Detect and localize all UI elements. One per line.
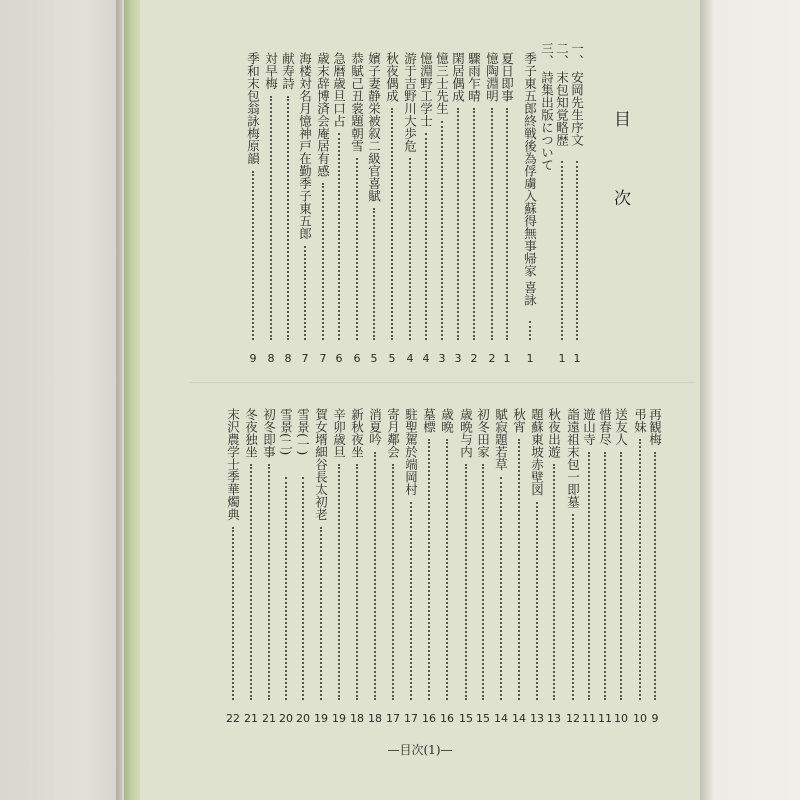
toc-page-number: 7 bbox=[319, 352, 327, 365]
toc-entry-label: 墓標 bbox=[421, 408, 437, 433]
dot-leader bbox=[639, 439, 643, 700]
toc-entry-label: 辛卯歳旦 bbox=[331, 408, 347, 458]
toc-page-number: 20 bbox=[279, 712, 293, 725]
dot-leader bbox=[576, 161, 580, 341]
dot-leader bbox=[457, 108, 461, 340]
toc-page-number: 10 bbox=[633, 712, 647, 725]
toc-entry-label: 送友人 bbox=[613, 408, 629, 446]
toc-entry-label: 対早梅 bbox=[263, 52, 279, 90]
toc-entry-label: 消夏吟 bbox=[367, 408, 383, 446]
page-footer: —目次(1)— bbox=[387, 743, 453, 757]
dot-leader bbox=[391, 108, 395, 340]
toc-page-number: 7 bbox=[301, 352, 309, 365]
dot-leader bbox=[268, 464, 272, 700]
dot-leader bbox=[446, 439, 450, 700]
toc-entry-label: 賀女壻細谷長太初老 bbox=[313, 408, 329, 521]
dot-leader bbox=[392, 464, 396, 700]
toc-page-number: 3 bbox=[438, 352, 446, 365]
toc-entry-label: 憶淵野工学士 bbox=[418, 52, 434, 127]
dot-leader bbox=[374, 452, 378, 701]
dot-leader bbox=[373, 208, 377, 340]
toc-page-number: 5 bbox=[370, 352, 378, 365]
toc-entry-label: 賦寂題若草 bbox=[493, 408, 509, 471]
toc-page-number: 1 bbox=[573, 352, 581, 365]
toc-page-number: 17 bbox=[404, 712, 418, 725]
dot-leader bbox=[322, 183, 326, 340]
toc-entry-label: 初冬即事 bbox=[261, 408, 277, 458]
toc-entry-label: 惜春尽 bbox=[597, 408, 613, 446]
dot-leader bbox=[561, 161, 565, 341]
dot-leader bbox=[287, 96, 291, 341]
toc-page-number: 15 bbox=[476, 712, 490, 725]
toc-entry-label: 末沢農学士季華燭典 bbox=[225, 408, 241, 521]
toc-entry-label: 雪景(一) bbox=[295, 408, 311, 456]
toc-entry-label: 遊山寺 bbox=[581, 408, 597, 446]
dot-leader bbox=[356, 464, 360, 700]
toc-page-number: 15 bbox=[459, 712, 473, 725]
dot-leader bbox=[250, 464, 254, 700]
toc-page-number: 13 bbox=[547, 712, 561, 725]
toc-page-number: 4 bbox=[406, 352, 414, 365]
toc-page-number: 19 bbox=[314, 712, 328, 725]
toc-entry-label: 冬夜独坐 bbox=[243, 408, 259, 458]
section-divider bbox=[190, 382, 695, 383]
dot-leader bbox=[536, 502, 540, 701]
toc-entry-label: 新秋夜坐 bbox=[349, 408, 365, 458]
toc-entry-label: 弔妹 bbox=[632, 408, 648, 433]
toc-entry-label: 歳晩与内 bbox=[458, 408, 474, 458]
toc-page-number: 14 bbox=[494, 712, 508, 725]
toc-page-number: 18 bbox=[350, 712, 364, 725]
toc-entry-label: 閑居偶成 bbox=[450, 52, 466, 102]
toc-page-number: 16 bbox=[422, 712, 436, 725]
toc-entry-label: 初冬田家 bbox=[475, 408, 491, 458]
dot-leader bbox=[482, 464, 486, 700]
toc-entry-label: 憶陶淵明 bbox=[484, 52, 500, 102]
toc-entry-label: 夏日即事 bbox=[499, 52, 515, 102]
dot-leader bbox=[425, 133, 429, 340]
dot-leader bbox=[473, 108, 477, 340]
dot-leader bbox=[604, 452, 608, 701]
dot-leader bbox=[553, 464, 557, 700]
toc-page-number: 6 bbox=[335, 352, 343, 365]
dot-leader bbox=[620, 452, 624, 701]
toc-entry-label: 秋夜出遊 bbox=[546, 408, 562, 458]
toc-entry-label: 雪景(二) bbox=[278, 408, 294, 456]
dot-leader bbox=[518, 439, 522, 700]
toc-page-number: 2 bbox=[470, 352, 478, 365]
toc-entry-label: 季和末包翁詠梅原韻 bbox=[245, 52, 261, 165]
dot-leader bbox=[654, 452, 658, 701]
toc-entry-label: 一、 安岡先生序文 bbox=[569, 42, 585, 146]
dot-leader bbox=[356, 158, 360, 340]
toc-entry-label: 詣遠祖末包一即墓 bbox=[565, 408, 581, 508]
toc-page-number: 16 bbox=[440, 712, 454, 725]
dot-leader bbox=[270, 96, 274, 341]
toc-entry-label: 三、 詩集出版について bbox=[539, 42, 555, 171]
toc-page-number: 11 bbox=[598, 712, 612, 725]
dot-leader bbox=[338, 133, 342, 340]
toc-page-number: 19 bbox=[332, 712, 346, 725]
toc-page-number: 9 bbox=[651, 712, 659, 725]
toc-page-number: 8 bbox=[267, 352, 275, 365]
toc-entry-label: 再観梅 bbox=[647, 408, 663, 446]
toc-page-number: 6 bbox=[353, 352, 361, 365]
toc-page-number: 17 bbox=[386, 712, 400, 725]
dot-leader bbox=[428, 439, 432, 700]
toc-entry-label: 寄月鄰会 bbox=[385, 408, 401, 458]
toc-entry-label: 秋宵 bbox=[511, 408, 527, 433]
toc-page-number: 12 bbox=[566, 712, 580, 725]
toc-page-number: 9 bbox=[249, 352, 257, 365]
dot-leader bbox=[465, 464, 469, 700]
toc-entry-label: 秋夜偶成 bbox=[384, 52, 400, 102]
page-title: 目次 bbox=[610, 110, 630, 268]
toc-page-number: 18 bbox=[368, 712, 382, 725]
dot-leader bbox=[491, 108, 495, 340]
toc-page-number: 1 bbox=[503, 352, 511, 365]
toc-entry-label: 游于吉野川大歩危 bbox=[402, 52, 418, 152]
dot-leader bbox=[572, 514, 576, 700]
toc-page-number: 4 bbox=[422, 352, 430, 365]
toc-page-number: 22 bbox=[226, 712, 240, 725]
toc-page-number: 21 bbox=[262, 712, 276, 725]
toc-entry-label: 恭賦己丑裳題朝雪 bbox=[349, 52, 365, 152]
dot-leader bbox=[338, 464, 342, 700]
toc-page-number: 1 bbox=[526, 352, 534, 365]
adjacent-right-page bbox=[700, 0, 800, 800]
toc-page-number: 2 bbox=[488, 352, 496, 365]
toc-entry-label: 歳晩 bbox=[439, 408, 455, 433]
toc-entry-label: 歳末辞博済会庵居有感 bbox=[315, 52, 331, 177]
toc-page-number: 1 bbox=[558, 352, 566, 365]
toc-entry-label: 急暦歳旦口占 bbox=[331, 52, 347, 127]
toc-entry-label: 題蘇東坡赤壁図 bbox=[529, 408, 545, 496]
toc-page-number: 8 bbox=[284, 352, 292, 365]
toc-entry-label: 季子東五郎終戦後為俘虜入蘇得無事帰家 喜詠 bbox=[522, 52, 538, 306]
toc-page-number: 10 bbox=[614, 712, 628, 725]
toc-page-number: 14 bbox=[512, 712, 526, 725]
dot-leader bbox=[252, 171, 256, 341]
toc-page-number: 13 bbox=[530, 712, 544, 725]
toc-entry-label: 二、 末包知覚略歴 bbox=[554, 42, 570, 146]
toc-page-number: 20 bbox=[296, 712, 310, 725]
dot-leader bbox=[410, 502, 414, 701]
dot-leader bbox=[506, 108, 510, 340]
toc-entry-label: 献寿詩 bbox=[280, 52, 296, 90]
dot-leader bbox=[304, 246, 308, 341]
toc-page-number: 3 bbox=[454, 352, 462, 365]
toc-entry-label: 海楼対名月憶神戸在勤季子東五郎 bbox=[297, 52, 313, 240]
toc-page-number: 5 bbox=[388, 352, 396, 365]
toc-entry-label: 憶三士先生 bbox=[434, 52, 450, 115]
toc-page-number: 11 bbox=[582, 712, 596, 725]
dot-leader bbox=[302, 477, 306, 701]
dot-leader bbox=[441, 121, 445, 341]
dot-leader bbox=[285, 477, 289, 701]
adjacent-left-page bbox=[0, 0, 122, 800]
dot-leader bbox=[232, 527, 236, 701]
dot-leader bbox=[320, 527, 324, 701]
dot-leader bbox=[409, 158, 413, 340]
toc-entry-label: 嬪子妻静栄被叙二級官喜賦 bbox=[366, 52, 382, 202]
dot-leader bbox=[588, 452, 592, 701]
toc-entry-label: 驟雨乍晴 bbox=[466, 52, 482, 102]
toc-entry-label: 駐聖駕於端岡村 bbox=[403, 408, 419, 496]
dot-leader bbox=[529, 321, 533, 341]
dot-leader bbox=[500, 477, 504, 701]
toc-page-number: 21 bbox=[244, 712, 258, 725]
